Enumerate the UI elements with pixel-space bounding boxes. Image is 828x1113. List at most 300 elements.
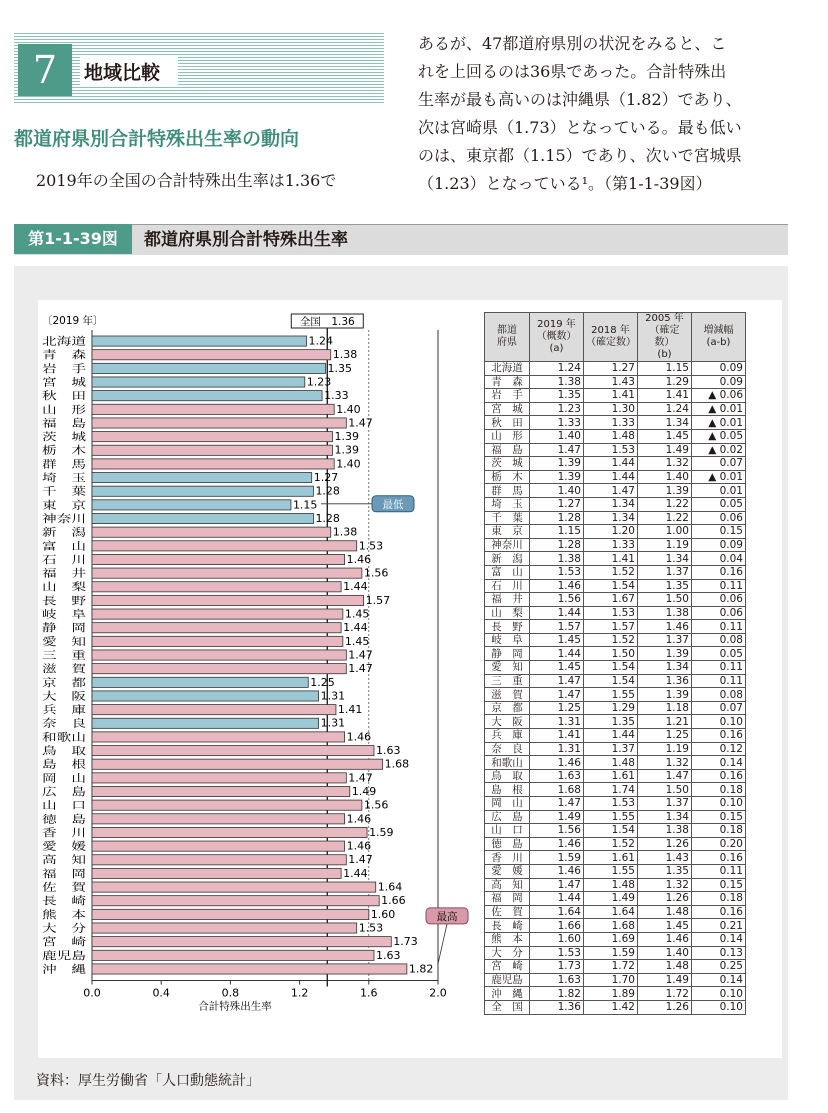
table-header-row bbox=[485, 313, 746, 362]
bar bbox=[92, 459, 334, 469]
value-cell: ▲ 0.01 bbox=[692, 402, 746, 416]
value-label: 1.47 bbox=[348, 771, 373, 785]
value-cell: 1.48 bbox=[584, 878, 638, 892]
table-row bbox=[485, 362, 746, 376]
value-cell: 0.15 bbox=[692, 878, 746, 892]
bar bbox=[92, 595, 364, 605]
national-label: 全国 1.36 bbox=[299, 316, 355, 328]
value-cell: 1.37 bbox=[584, 742, 638, 756]
table-row bbox=[485, 674, 746, 688]
bar bbox=[92, 623, 341, 633]
table-row bbox=[485, 429, 746, 443]
prefecture-label: 福 井 bbox=[42, 567, 74, 580]
prefecture-cell: 兵 庫 bbox=[485, 729, 530, 743]
prefecture-cell: 群 馬 bbox=[485, 484, 530, 498]
lead-sentence: 2019年の全国の合計特殊出生率は1.36で bbox=[36, 171, 337, 190]
value-cell: 1.40 bbox=[638, 946, 692, 960]
value-cell: 0.06 bbox=[692, 511, 746, 525]
value-cell: 0.15 bbox=[692, 525, 746, 539]
bar bbox=[92, 718, 319, 728]
value-cell: 1.49 bbox=[638, 443, 692, 457]
table-row bbox=[485, 497, 746, 511]
value-cell: 0.10 bbox=[692, 1000, 746, 1014]
value-cell: 1.34 bbox=[584, 511, 638, 525]
value-cell: 1.50 bbox=[584, 647, 638, 661]
table-row bbox=[485, 511, 746, 525]
value-cell: 0.08 bbox=[692, 688, 746, 702]
value-cell: 1.47 bbox=[530, 878, 584, 892]
bar bbox=[92, 609, 343, 619]
value-cell: 1.57 bbox=[530, 620, 584, 634]
x-tick-label: 0.8 bbox=[221, 986, 240, 1000]
bar bbox=[92, 746, 374, 756]
value-cell: 1.72 bbox=[584, 960, 638, 974]
value-cell: 0.01 bbox=[692, 484, 746, 498]
value-cell: 1.44 bbox=[584, 729, 638, 743]
table-row bbox=[485, 457, 746, 471]
table-row bbox=[485, 443, 746, 457]
value-label: 1.28 bbox=[315, 511, 340, 525]
value-cell: 1.50 bbox=[638, 783, 692, 797]
table-row bbox=[485, 484, 746, 498]
value-label: 1.27 bbox=[313, 471, 339, 484]
value-cell: 1.35 bbox=[584, 715, 638, 729]
value-label: 1.44 bbox=[343, 621, 368, 635]
value-cell: 0.18 bbox=[692, 824, 746, 838]
table-row bbox=[485, 919, 746, 933]
value-cell: 0.21 bbox=[692, 919, 746, 933]
value-label: 1.64 bbox=[377, 880, 403, 894]
table-row bbox=[485, 552, 746, 566]
value-cell: 1.47 bbox=[530, 674, 584, 688]
value-cell: 1.73 bbox=[530, 960, 584, 974]
value-label: 1.45 bbox=[344, 607, 370, 621]
value-label: 1.66 bbox=[381, 894, 406, 908]
value-cell: 1.59 bbox=[530, 851, 584, 865]
bar bbox=[92, 950, 374, 960]
value-label: 1.56 bbox=[363, 798, 389, 812]
value-cell: 0.10 bbox=[692, 987, 746, 1001]
value-cell: 1.47 bbox=[530, 797, 584, 811]
value-label: 1.46 bbox=[346, 812, 372, 826]
value-cell: 0.16 bbox=[692, 565, 746, 579]
value-cell: 1.49 bbox=[530, 810, 584, 824]
value-cell: 1.55 bbox=[584, 864, 638, 878]
prefecture-cell: 大 阪 bbox=[485, 715, 530, 729]
prefecture-cell: 新 潟 bbox=[485, 552, 530, 566]
table-row bbox=[485, 620, 746, 634]
prefecture-label: 広 島 bbox=[42, 785, 74, 798]
value-cell: 0.11 bbox=[692, 620, 746, 634]
value-cell: 1.34 bbox=[584, 497, 638, 511]
value-cell: 1.49 bbox=[638, 973, 692, 987]
bar bbox=[92, 896, 379, 906]
prefecture-cell: 茨 城 bbox=[485, 457, 530, 471]
value-cell: 1.22 bbox=[638, 511, 692, 525]
value-cell: 1.46 bbox=[530, 864, 584, 878]
value-cell: ▲ 0.06 bbox=[692, 389, 746, 403]
value-cell: 0.07 bbox=[692, 701, 746, 715]
column-header: 2019 年 （概数） (a) bbox=[530, 313, 584, 362]
value-label: 1.40 bbox=[336, 457, 361, 471]
column-header: 2018 年 （確定数） bbox=[584, 313, 638, 362]
value-cell: 1.33 bbox=[530, 416, 584, 430]
value-cell: 1.20 bbox=[584, 525, 638, 539]
prefecture-cell: 長 崎 bbox=[485, 919, 530, 933]
table-row bbox=[485, 769, 746, 783]
value-cell: 1.53 bbox=[530, 565, 584, 579]
value-cell: 0.05 bbox=[692, 497, 746, 511]
value-cell: 1.32 bbox=[638, 457, 692, 471]
paragraph-line: 生率が最も高いのは沖縄県（1.82）であり、 bbox=[418, 90, 742, 109]
x-tick-label: 1.6 bbox=[360, 986, 378, 1000]
table-row bbox=[485, 389, 746, 403]
value-cell: 1.53 bbox=[584, 443, 638, 457]
table-row bbox=[485, 593, 746, 607]
bar bbox=[92, 473, 312, 483]
prefecture-cell: 高 知 bbox=[485, 878, 530, 892]
value-cell: 1.00 bbox=[638, 525, 692, 539]
value-label: 1.44 bbox=[343, 580, 368, 594]
value-cell: 1.45 bbox=[638, 919, 692, 933]
prefecture-cell: 宮 城 bbox=[485, 402, 530, 416]
value-cell: 1.69 bbox=[584, 932, 638, 946]
bar bbox=[92, 855, 346, 865]
bar bbox=[92, 377, 305, 387]
table-row bbox=[485, 946, 746, 960]
value-label: 1.38 bbox=[332, 525, 358, 539]
value-cell: 1.31 bbox=[530, 715, 584, 729]
value-cell: 1.24 bbox=[530, 362, 584, 376]
paragraph-line: のは、東京都（1.15）であり、次いで宮城県 bbox=[418, 146, 742, 165]
value-label: 1.33 bbox=[324, 389, 349, 403]
bar-chart bbox=[38, 300, 478, 1040]
table-row bbox=[485, 878, 746, 892]
value-cell: 1.46 bbox=[530, 579, 584, 593]
table-row bbox=[485, 973, 746, 987]
bar bbox=[92, 636, 343, 646]
prefecture-label: 北海道 bbox=[42, 335, 74, 348]
value-cell: 1.47 bbox=[530, 443, 584, 457]
value-cell: 1.74 bbox=[584, 783, 638, 797]
table-row bbox=[485, 864, 746, 878]
bar bbox=[92, 705, 336, 715]
prefecture-label: 岐 阜 bbox=[42, 608, 74, 621]
value-cell: 1.33 bbox=[584, 538, 638, 552]
table-row bbox=[485, 905, 746, 919]
value-cell: 0.18 bbox=[692, 892, 746, 906]
value-cell: 1.50 bbox=[638, 593, 692, 607]
value-cell: 1.40 bbox=[530, 484, 584, 498]
value-cell: 1.70 bbox=[584, 973, 638, 987]
value-label: 1.73 bbox=[393, 935, 418, 949]
value-cell: 1.15 bbox=[638, 362, 692, 376]
value-cell: 1.56 bbox=[530, 593, 584, 607]
prefecture-label: 奈 良 bbox=[42, 717, 74, 730]
value-cell: 1.48 bbox=[638, 905, 692, 919]
prefecture-label: 栃 木 bbox=[42, 444, 74, 457]
value-cell: 1.37 bbox=[638, 565, 692, 579]
value-cell: 1.54 bbox=[584, 674, 638, 688]
bar bbox=[92, 445, 332, 455]
value-cell: 1.41 bbox=[638, 389, 692, 403]
prefecture-label: 石 川 bbox=[42, 553, 86, 566]
prefecture-cell: 全 国 bbox=[485, 1000, 530, 1014]
prefecture-cell: 熊 本 bbox=[485, 932, 530, 946]
value-cell: 1.45 bbox=[530, 633, 584, 647]
table-row bbox=[485, 701, 746, 715]
table-row bbox=[485, 525, 746, 539]
value-cell: 1.40 bbox=[530, 429, 584, 443]
prefecture-label: 鹿児島 bbox=[42, 949, 74, 962]
prefecture-cell: 佐 賀 bbox=[485, 905, 530, 919]
value-cell: 0.12 bbox=[692, 742, 746, 756]
value-label: 1.56 bbox=[363, 566, 389, 580]
value-cell: 1.52 bbox=[584, 633, 638, 647]
value-cell: 0.06 bbox=[692, 593, 746, 607]
prefecture-cell: 鹿児島 bbox=[485, 973, 530, 987]
bar bbox=[92, 336, 307, 346]
value-label: 1.47 bbox=[348, 853, 373, 867]
prefecture-cell: 神奈川 bbox=[485, 538, 530, 552]
value-cell: 0.16 bbox=[692, 729, 746, 743]
value-cell: 1.61 bbox=[584, 769, 638, 783]
source-note: 資料：厚生労働省「人口動態統計」 bbox=[36, 1073, 260, 1089]
prefecture-cell: 三 重 bbox=[485, 674, 530, 688]
value-cell: 1.60 bbox=[530, 932, 584, 946]
value-cell: 1.23 bbox=[530, 402, 584, 416]
callout-high-leader bbox=[438, 924, 447, 964]
value-label: 1.23 bbox=[306, 375, 332, 389]
prefecture-label: 新 潟 bbox=[42, 526, 74, 539]
value-cell: 0.25 bbox=[692, 960, 746, 974]
value-cell: 1.41 bbox=[584, 389, 638, 403]
prefecture-cell: 愛 媛 bbox=[485, 864, 530, 878]
bar bbox=[92, 868, 341, 878]
value-label: 1.39 bbox=[334, 430, 359, 444]
value-cell: 1.55 bbox=[584, 688, 638, 702]
value-cell: 1.47 bbox=[530, 688, 584, 702]
value-cell: 1.41 bbox=[584, 552, 638, 566]
value-cell: 1.27 bbox=[584, 362, 638, 376]
table-row bbox=[485, 824, 746, 838]
value-cell: 1.64 bbox=[584, 905, 638, 919]
table-row bbox=[485, 729, 746, 743]
prefecture-label: 兵 庫 bbox=[42, 704, 74, 717]
value-cell: 1.48 bbox=[584, 429, 638, 443]
prefecture-cell: 奈 良 bbox=[485, 742, 530, 756]
value-label: 1.35 bbox=[327, 361, 353, 375]
prefecture-label: 香 川 bbox=[42, 826, 74, 839]
prefecture-label: 富 山 bbox=[42, 540, 74, 553]
bar bbox=[92, 541, 357, 551]
value-cell: 0.14 bbox=[692, 756, 746, 770]
value-label: 1.45 bbox=[344, 634, 370, 648]
value-label: 1.47 bbox=[348, 648, 373, 662]
bar bbox=[92, 691, 319, 701]
value-cell: 1.53 bbox=[530, 946, 584, 960]
value-cell: 1.39 bbox=[638, 688, 692, 702]
value-cell: 1.63 bbox=[530, 973, 584, 987]
prefecture-cell: 富 山 bbox=[485, 565, 530, 579]
table-row bbox=[485, 797, 746, 811]
value-cell: 1.49 bbox=[584, 892, 638, 906]
prefecture-cell: 岐 阜 bbox=[485, 633, 530, 647]
value-label: 1.46 bbox=[346, 839, 372, 853]
bar bbox=[92, 732, 345, 742]
prefecture-cell: 東 京 bbox=[485, 525, 530, 539]
prefecture-label: 長 崎 bbox=[42, 895, 74, 908]
value-label: 1.39 bbox=[334, 443, 359, 457]
value-cell: 1.64 bbox=[530, 905, 584, 919]
value-cell: 1.34 bbox=[638, 661, 692, 675]
value-cell: 1.34 bbox=[638, 552, 692, 566]
table-row bbox=[485, 810, 746, 824]
value-cell: 1.45 bbox=[530, 661, 584, 675]
table-row bbox=[485, 375, 746, 389]
prefecture-cell: 徳 島 bbox=[485, 837, 530, 851]
bar bbox=[92, 909, 369, 919]
section-title: 地域比較 bbox=[84, 62, 161, 84]
bar bbox=[92, 814, 345, 824]
prefecture-cell: 福 島 bbox=[485, 443, 530, 457]
value-cell: 1.29 bbox=[638, 375, 692, 389]
prefecture-label: 岡 山 bbox=[42, 772, 74, 785]
callout-high-label: 最高 bbox=[436, 910, 458, 923]
prefecture-cell: 栃 木 bbox=[485, 470, 530, 484]
paragraph-line: （1.23）となっている¹。（第1-1-39図） bbox=[418, 174, 712, 193]
x-tick-label: 0.0 bbox=[83, 986, 101, 1000]
value-cell: 1.38 bbox=[530, 552, 584, 566]
bar bbox=[92, 391, 322, 401]
column-header: 都道 府県 bbox=[485, 313, 530, 362]
value-label: 1.57 bbox=[365, 593, 391, 607]
table-row bbox=[485, 1000, 746, 1014]
table-row bbox=[485, 579, 746, 593]
value-cell: 0.09 bbox=[692, 375, 746, 389]
value-cell: 1.38 bbox=[638, 606, 692, 620]
value-cell: 1.25 bbox=[530, 701, 584, 715]
prefecture-label: 滋 賀 bbox=[42, 663, 74, 676]
table-row bbox=[485, 783, 746, 797]
prefecture-cell: 香 川 bbox=[485, 851, 530, 865]
bar bbox=[92, 432, 332, 442]
value-cell: 1.19 bbox=[638, 538, 692, 552]
value-cell: 1.53 bbox=[584, 606, 638, 620]
value-label: 1.68 bbox=[384, 757, 410, 771]
prefecture-cell: 山 形 bbox=[485, 429, 530, 443]
value-cell: 1.15 bbox=[530, 525, 584, 539]
value-cell: 1.40 bbox=[638, 470, 692, 484]
value-cell: 1.32 bbox=[638, 756, 692, 770]
prefecture-label: 和歌山 bbox=[42, 731, 74, 744]
value-cell: 1.89 bbox=[584, 987, 638, 1001]
prefecture-cell: 山 口 bbox=[485, 824, 530, 838]
prefecture-label: 長 野 bbox=[42, 594, 87, 607]
value-cell: 0.11 bbox=[692, 661, 746, 675]
prefecture-label: 埼 玉 bbox=[42, 472, 74, 484]
prefecture-label: 山 形 bbox=[42, 403, 74, 416]
value-cell: 1.35 bbox=[530, 389, 584, 403]
value-cell: 1.54 bbox=[584, 824, 638, 838]
value-label: 1.40 bbox=[336, 402, 361, 416]
value-cell: 1.36 bbox=[638, 674, 692, 688]
value-cell: 1.32 bbox=[638, 878, 692, 892]
value-cell: 1.26 bbox=[638, 892, 692, 906]
bar bbox=[92, 554, 345, 564]
prefecture-label: 愛 知 bbox=[42, 635, 74, 648]
table-row bbox=[485, 633, 746, 647]
value-label: 1.60 bbox=[370, 907, 396, 921]
value-cell: 1.48 bbox=[584, 756, 638, 770]
value-cell: 0.05 bbox=[692, 647, 746, 661]
value-cell: 1.29 bbox=[584, 701, 638, 715]
prefecture-cell: 北海道 bbox=[485, 362, 530, 376]
table-body bbox=[485, 362, 746, 1015]
prefecture-cell: 青 森 bbox=[485, 375, 530, 389]
prefecture-cell: 広 島 bbox=[485, 810, 530, 824]
value-label: 1.31 bbox=[320, 689, 346, 703]
prefecture-label: 沖 縄 bbox=[42, 963, 74, 976]
value-cell: 1.45 bbox=[638, 429, 692, 443]
table-header bbox=[485, 313, 746, 362]
value-label: 1.38 bbox=[332, 348, 358, 362]
prefecture-cell: 大 分 bbox=[485, 946, 530, 960]
value-cell: 1.52 bbox=[584, 837, 638, 851]
data-table bbox=[484, 312, 746, 1015]
prefecture-label: 大 阪 bbox=[42, 690, 74, 703]
value-cell: 1.47 bbox=[584, 484, 638, 498]
value-cell: 0.14 bbox=[692, 932, 746, 946]
section-number: 7 bbox=[18, 44, 72, 96]
table-row bbox=[485, 470, 746, 484]
figure-number: 第1-1-39図 bbox=[14, 224, 132, 254]
prefecture-label: 三 重 bbox=[42, 649, 74, 662]
value-cell: 1.43 bbox=[584, 375, 638, 389]
value-cell: 1.54 bbox=[584, 579, 638, 593]
value-cell: 1.27 bbox=[530, 497, 584, 511]
prefecture-label: 千 葉 bbox=[42, 485, 74, 498]
value-cell: 1.30 bbox=[584, 402, 638, 416]
subheading: 都道府県別合計特殊出生率の動向 bbox=[14, 128, 300, 150]
prefecture-cell: 福 岡 bbox=[485, 892, 530, 906]
value-cell: 1.53 bbox=[584, 797, 638, 811]
prefecture-cell: 秋 田 bbox=[485, 416, 530, 430]
value-cell: 1.44 bbox=[530, 606, 584, 620]
value-cell: 0.16 bbox=[692, 905, 746, 919]
x-tick-label: 2.0 bbox=[429, 986, 447, 1000]
value-cell: 0.11 bbox=[692, 579, 746, 593]
value-cell: 1.19 bbox=[638, 742, 692, 756]
prefecture-cell: 沖 縄 bbox=[485, 987, 530, 1001]
value-label: 1.53 bbox=[358, 539, 384, 553]
prefecture-label: 愛 媛 bbox=[42, 840, 74, 853]
paragraph-line: れを上回るのは36県であった。合計特殊出 bbox=[418, 62, 727, 81]
prefecture-label: 福 島 bbox=[42, 417, 74, 430]
prefecture-label: 大 分 bbox=[42, 922, 74, 935]
bar bbox=[92, 964, 407, 974]
value-cell: 1.55 bbox=[584, 810, 638, 824]
value-cell: 1.22 bbox=[638, 497, 692, 511]
value-cell: 1.39 bbox=[530, 470, 584, 484]
prefecture-label: 青 森 bbox=[42, 349, 74, 362]
bar bbox=[92, 882, 376, 892]
bar bbox=[92, 650, 346, 660]
value-cell: 1.42 bbox=[584, 1000, 638, 1014]
prefecture-label: 神奈川 bbox=[42, 512, 74, 525]
bar bbox=[92, 677, 308, 687]
value-label: 1.59 bbox=[369, 825, 394, 839]
